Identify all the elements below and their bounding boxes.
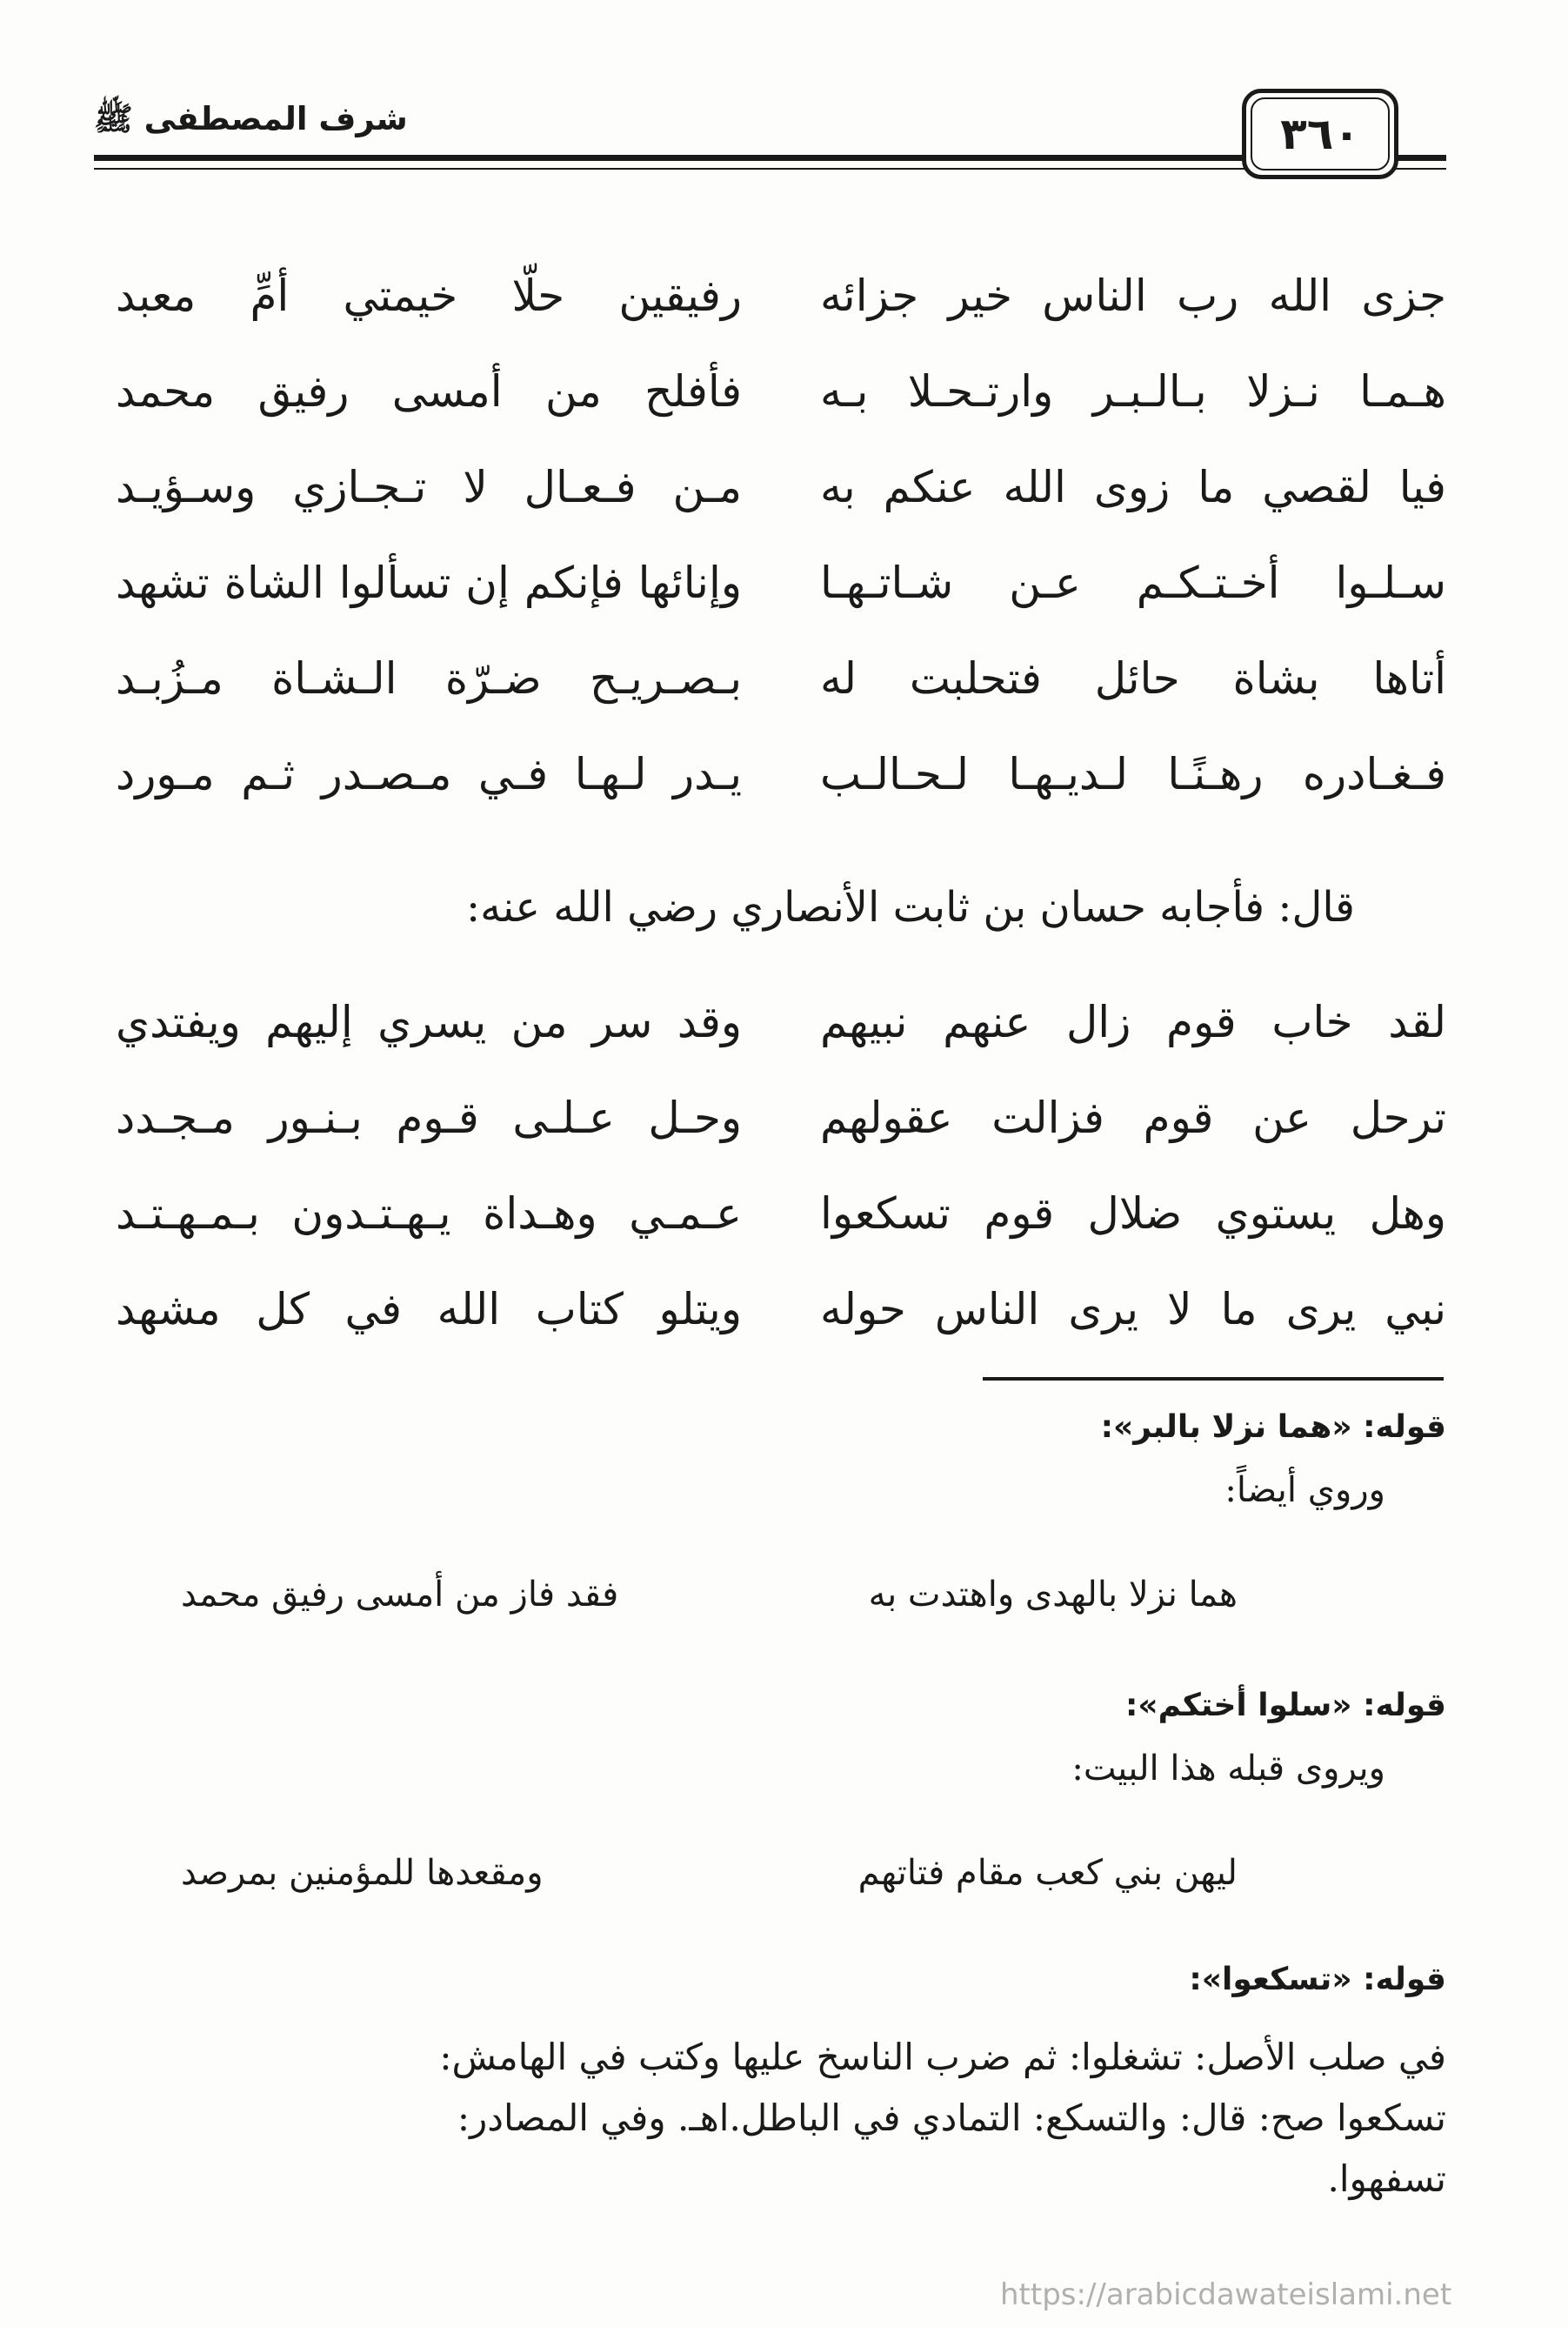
poem-block-1	[116, 248, 1446, 822]
footnote-paragraph-line: تسفهوا.	[1327, 2157, 1446, 2200]
verse-first-hemistich: فـغـادره رهـنًـا لـديـهـا لـحـالـب	[820, 749, 1446, 799]
footnote-verse-first: ليهن بني كعب مقام فتاتهم	[857, 1853, 1238, 1893]
footnote-2-verse	[116, 1853, 1446, 1914]
poem-block-2	[116, 974, 1446, 1357]
footnote-paragraph-line: في صلب الأصل: تشغلوا: ثم ضرب الناسخ عليها وكتب في الهامش:	[439, 2036, 1446, 2078]
footnote-verse-second: فقد فاز من أمسى رفيق محمد	[181, 1575, 619, 1615]
verse-first-hemistich: سـلـوا أخـتـكـم عـن شـاتـهـا	[820, 558, 1446, 608]
verse	[116, 974, 1446, 1070]
verse-second-hemistich: ويتلو كتاب الله في كل مشهد	[116, 1284, 742, 1334]
verse-second-hemistich: رفيقين حلّا خيمتي أمِّ معبد	[116, 271, 742, 321]
verse	[116, 1261, 1446, 1357]
verse-first-hemistich: ترحل عن قوم فزالت عقولهم	[820, 1093, 1446, 1143]
footnote-heading: قوله: «تسكعوا»:	[1189, 1962, 1446, 1997]
running-title: شرف المصطفى ﷺ	[94, 100, 408, 137]
page-number: ٣٦٠	[1251, 97, 1390, 171]
verse-second-hemistich: بـصـريـح ضـرّة الـشـاة مـزُبـد	[116, 653, 742, 704]
footnote-heading: قوله: «هما نزلا بالبر»:	[1100, 1409, 1446, 1445]
verse-first-hemistich: جزى الله رب الناس خير جزائه	[820, 271, 1446, 321]
footnote-1-head	[116, 1409, 1446, 1445]
verse	[116, 1166, 1446, 1261]
verse-second-hemistich: يـدر لـهـا فـي مـصـدر ثـم مـورد	[116, 749, 742, 799]
page-header	[94, 87, 1446, 191]
verse	[116, 535, 1446, 631]
verse-first-hemistich: لقد خاب قوم زال عنهم نبيهم	[820, 997, 1446, 1047]
verse-first-hemistich: وهل يستوي ضلال قوم تسكعوا	[820, 1188, 1446, 1239]
intro-line: قال: فأجابه حسان بن ثابت الأنصاري رضي الله عنه:	[465, 883, 1355, 932]
page-number-frame	[1242, 89, 1398, 179]
verse-second-hemistich: مـن فـعـال لا تـجـازي وسـؤيـد	[116, 462, 742, 512]
footnote-heading: قوله: «سلوا أختكم»:	[1124, 1688, 1446, 1723]
footnote-1-verse	[116, 1575, 1446, 1635]
verse	[116, 439, 1446, 535]
verse-first-hemistich: هـمـا نـزلا بـالـبـر وارتـحـلا بـه	[820, 366, 1446, 417]
footnote-2-text	[55, 1749, 1385, 1789]
verse-first-hemistich: أتاها بشاة حائل فتحلبت له	[820, 653, 1446, 704]
footnote-2-head	[116, 1688, 1446, 1723]
footnote-1-text	[55, 1470, 1385, 1510]
verse-second-hemistich: عـمـي وهـداة يـهـتـدون بـمـهـتـد	[116, 1188, 742, 1239]
verse-second-hemistich: وحـل عـلـى قـوم بـنـور مـجـدد	[116, 1093, 742, 1143]
verse	[116, 726, 1446, 822]
footnote-paragraph-line: تسكعوا صح: قال: والتسكع: التمادي في الباطل.اهـ. وفي المصادر:	[457, 2096, 1446, 2139]
verse	[116, 1070, 1446, 1166]
verse	[116, 631, 1446, 726]
footnote-verse-first: هما نزلا بالهدى واهتدت به	[868, 1575, 1238, 1615]
footnote-separator	[983, 1377, 1444, 1381]
footnote-text: وروي أيضاً:	[1224, 1470, 1385, 1510]
verse	[116, 248, 1446, 344]
footnote-3-head	[116, 1962, 1446, 1997]
footnote-3-paragraph	[98, 2027, 1446, 2210]
site-watermark: https://arabicdawateislami.net	[1000, 2277, 1452, 2312]
verse-second-hemistich: وإنائها فإنكم إن تسألوا الشاة تشهد	[116, 558, 742, 608]
footnote-text: ويروى قبله هذا البيت:	[1071, 1749, 1385, 1789]
verse	[116, 344, 1446, 439]
verse-first-hemistich: فيا لقصي ما زوى الله عنكم به	[820, 462, 1446, 512]
verse-second-hemistich: فأفلح من أمسى رفيق محمد	[116, 366, 742, 417]
verse-first-hemistich: نبي يرى ما لا يرى الناس حوله	[820, 1284, 1446, 1334]
verse-second-hemistich: وقد سر من يسري إليهم ويفتدي	[116, 997, 742, 1047]
footnote-verse-second: ومقعدها للمؤمنين بمرصد	[181, 1853, 544, 1893]
